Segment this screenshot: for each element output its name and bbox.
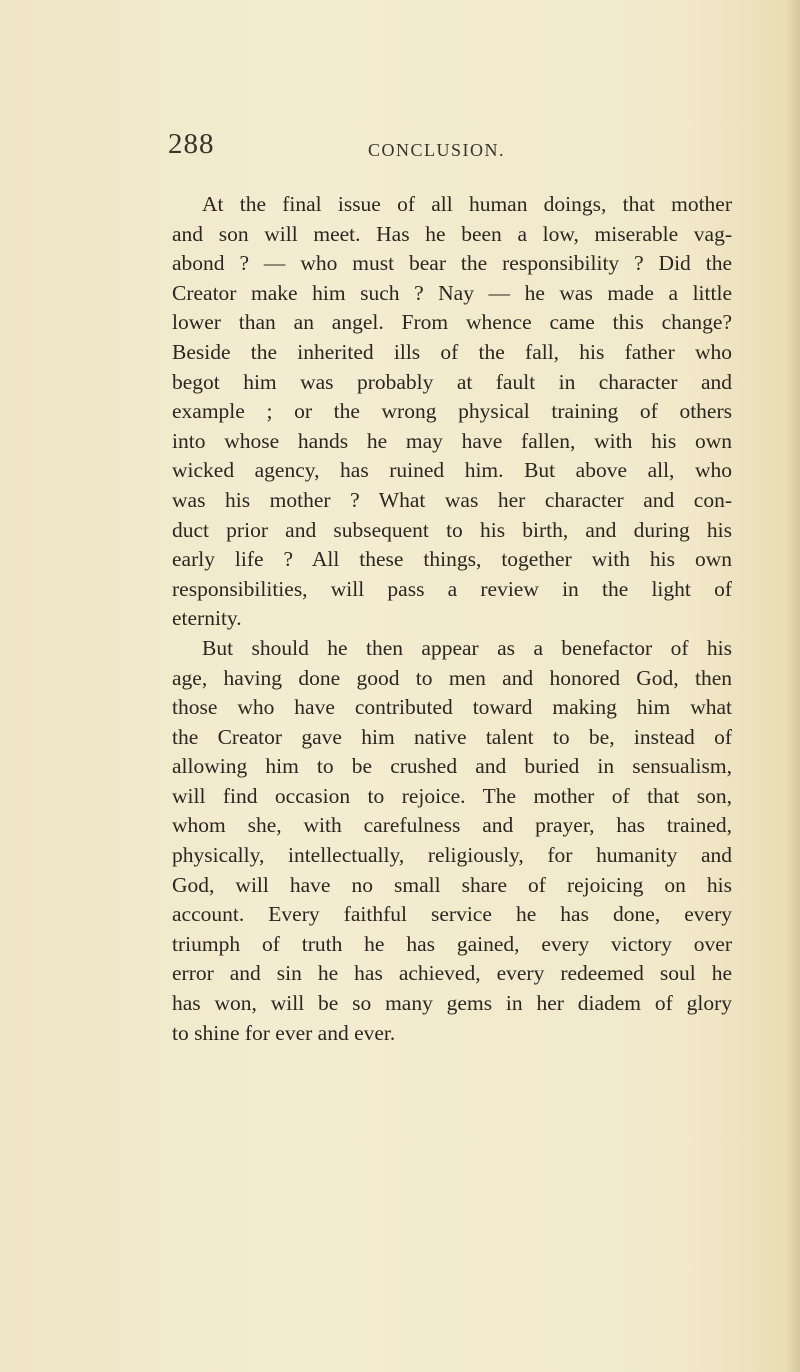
- text-line: whom she, with carefulness and prayer, has trained,: [172, 813, 732, 838]
- text-line: begot him was probably at fault in character and: [172, 369, 732, 394]
- text-line: lower than an angel. From whence came this change?: [172, 310, 732, 335]
- text-line: Creator make him such ? Nay — he was made a little: [172, 280, 732, 305]
- section-title: CONCLUSION.: [368, 140, 506, 160]
- text-line: the Creator gave him native talent to be, instead of: [172, 724, 732, 749]
- text-line: into whose hands he may have fallen, with his own: [172, 428, 732, 453]
- text-line: error and sin he has achieved, every redeemed soul he: [172, 961, 732, 986]
- text-line: those who have contributed toward making him what: [172, 695, 732, 720]
- text-line: has won, will be so many gems in her diadem of glory: [172, 991, 732, 1016]
- text-line: Beside the inherited ills of the fall, his father who: [172, 339, 732, 364]
- text-line: age, having done good to men and honored God, then: [172, 665, 732, 690]
- text-line: duct prior and subsequent to his birth, and during his: [172, 517, 732, 542]
- text-line: At the final issue of all human doings, that mother: [202, 192, 732, 216]
- text-line: eternity.: [172, 606, 242, 631]
- text-line: responsibilities, will pass a review in the light of: [172, 576, 732, 601]
- text-line: wicked agency, has ruined him. But above all, who: [172, 458, 732, 483]
- page-number: 288: [168, 128, 215, 160]
- body-text: [172, 190, 732, 1048]
- text-line: example ; or the wrong physical training of others: [172, 399, 732, 424]
- text-line: to shine for ever and ever.: [172, 1020, 396, 1045]
- text-line: allowing him to be crushed and buried in sensualism,: [172, 754, 732, 779]
- text-line: triumph of truth he has gained, every victory over: [172, 931, 732, 956]
- page-edge-shadow: [786, 0, 800, 1372]
- text-line: God, will have no small share of rejoicing on his: [172, 872, 732, 897]
- running-head: [168, 128, 768, 168]
- text-line: was his mother ? What was her character and con-: [172, 487, 732, 512]
- text-line: account. Every faithful service he has done, every: [172, 902, 732, 927]
- text-line: physically, intellectually, religiously, for humanity and: [172, 843, 732, 868]
- text-line: abond ? — who must bear the responsibility ? Did the: [172, 251, 732, 276]
- text-line: early life ? All these things, together with his own: [172, 547, 732, 572]
- text-line: But should he then appear as a benefactor of his: [202, 635, 732, 660]
- text-line: will find occasion to rejoice. The mother of that son,: [172, 783, 732, 808]
- text-line: and son will meet. Has he been a low, miserable vag-: [172, 221, 732, 246]
